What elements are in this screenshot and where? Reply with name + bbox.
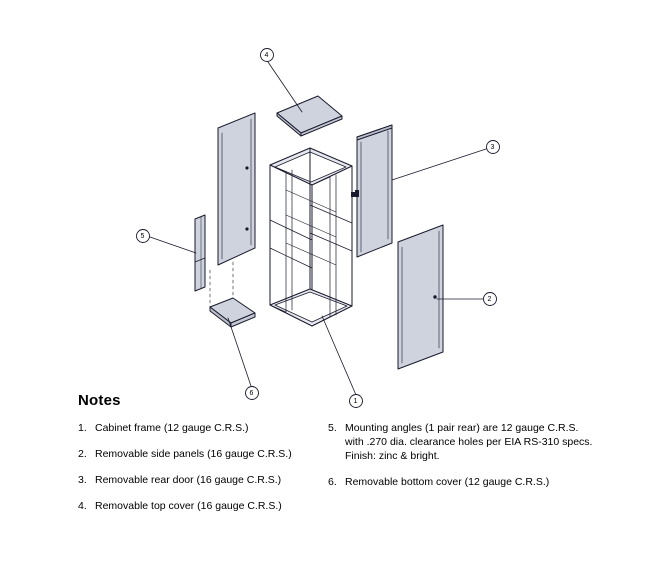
- part-rear-door: [355, 125, 392, 257]
- note-item: [78, 421, 328, 435]
- note-number: 4.: [78, 500, 87, 512]
- note-item: [78, 447, 328, 461]
- notes-column-left: [78, 421, 328, 525]
- part-top-cover: [277, 96, 342, 136]
- part-bottom-cover: [210, 262, 255, 327]
- note-text: Removable side panels (16 gauge C.R.S.): [95, 448, 292, 460]
- callout-label-6: 6: [249, 390, 254, 397]
- note-item: [328, 421, 598, 463]
- part-side-panel-right: [398, 225, 443, 369]
- part-mounting-angles: [195, 215, 205, 291]
- note-text: Removable bottom cover (12 gauge C.R.S.): [345, 476, 550, 488]
- note-number: 5.: [328, 422, 337, 434]
- callout-label-4: 4: [264, 52, 269, 59]
- notes-heading: Notes: [78, 392, 121, 409]
- note-item: [328, 475, 598, 489]
- callout-label-5: 5: [140, 233, 145, 240]
- callout-label-1: 1: [353, 398, 358, 405]
- callout-label-2: 2: [487, 296, 492, 303]
- note-text: Removable top cover (16 gauge C.R.S.): [95, 500, 282, 512]
- part-cabinet-frame: [270, 148, 355, 326]
- note-number: 3.: [78, 474, 87, 486]
- note-text: Cabinet frame (12 gauge C.R.S.): [95, 422, 249, 434]
- note-item: [78, 473, 328, 487]
- note-number: 6.: [328, 476, 337, 488]
- note-text: Mounting angles (1 pair rear) are 12 gauge C.R.S. with .270 dia. clearance holes per EIA RS-310 specs. Finish: zinc & bright.: [345, 422, 593, 462]
- note-text: Removable rear door (16 gauge C.R.S.): [95, 474, 282, 486]
- notes-section: [78, 392, 598, 525]
- notes-column-right: [328, 421, 598, 525]
- callout-label-3: 3: [490, 144, 495, 151]
- note-item: [78, 499, 328, 513]
- note-number: 2.: [78, 448, 87, 460]
- part-side-panel-left: [218, 113, 255, 265]
- note-number: 1.: [78, 422, 87, 434]
